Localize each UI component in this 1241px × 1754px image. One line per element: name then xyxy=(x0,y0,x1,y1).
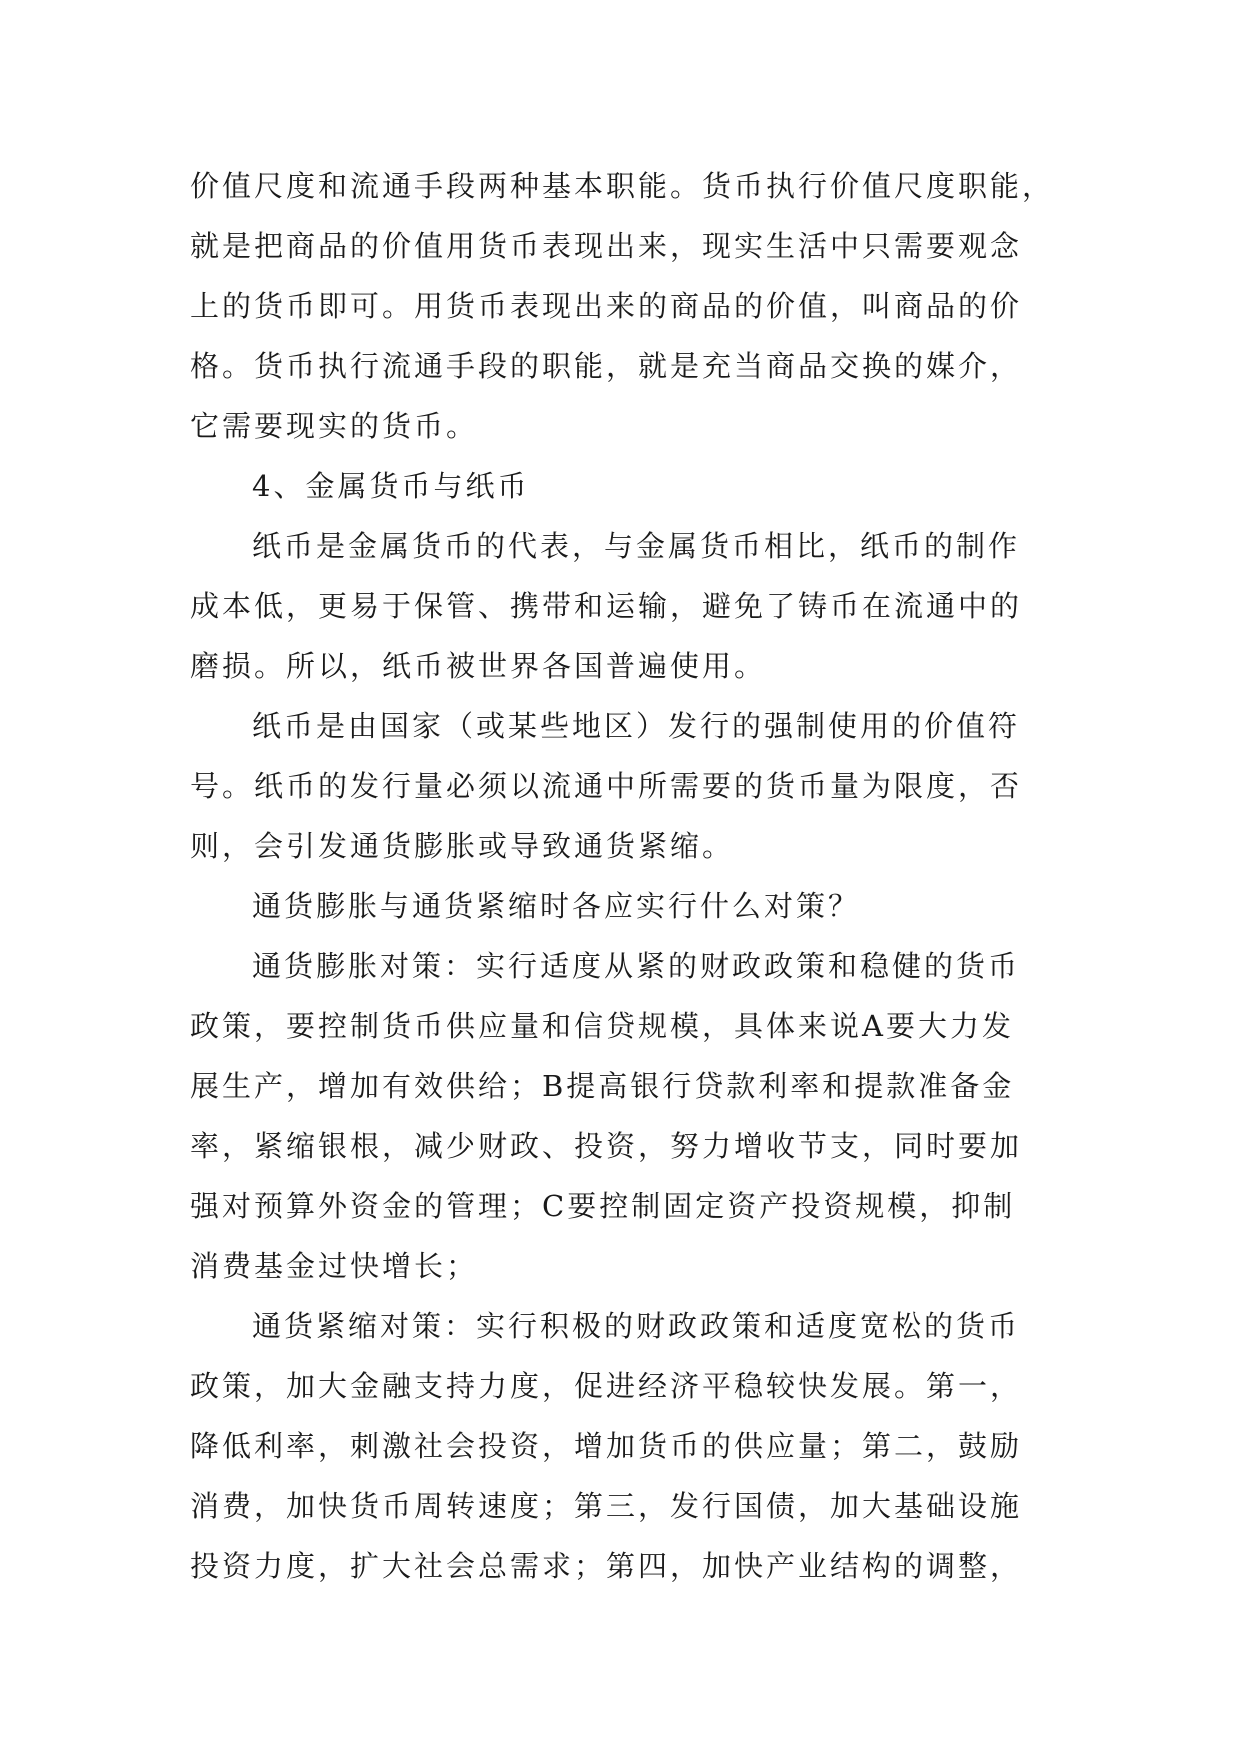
text-line: 上的货币即可。用货币表现出来的商品的价值，叫商品的价 xyxy=(190,289,1023,323)
text-line: 降低利率，刺激社会投资，增加货币的供应量；第二，鼓励 xyxy=(190,1429,1023,1463)
text-line: 格。货币执行流通手段的职能，就是充当商品交换的媒介， xyxy=(190,349,1023,383)
text-line: 强对预算外资金的管理；C要控制固定资产投资规模，抑制 xyxy=(190,1189,1016,1223)
text-line: 号。纸币的发行量必须以流通中所需要的货币量为限度，否 xyxy=(190,769,1023,803)
text-line: 通货紧缩对策：实行积极的财政政策和适度宽松的货币 xyxy=(252,1309,1021,1343)
text-line: 价值尺度和流通手段两种基本职能。货币执行价值尺度职能， xyxy=(190,169,1055,203)
question-line: 通货膨胀与通货紧缩时各应实行什么对策？ xyxy=(252,889,861,923)
text-line: 磨损。所以，纸币被世界各国普遍使用。 xyxy=(190,649,767,683)
text-line: 消费，加快货币周转速度；第三，发行国债，加大基础设施 xyxy=(190,1489,1023,1523)
text-line: 就是把商品的价值用货币表现出来，现实生活中只需要观念 xyxy=(190,229,1023,263)
text-line: 成本低，更易于保管、携带和运输，避免了铸币在流通中的 xyxy=(190,589,1023,623)
text-line: 投资力度，扩大社会总需求；第四，加快产业结构的调整， xyxy=(190,1549,1023,1583)
text-line: 通货膨胀对策：实行适度从紧的财政政策和稳健的货币 xyxy=(252,949,1021,983)
section-heading: 4、金属货币与纸币 xyxy=(252,469,530,503)
text-line: 则，会引发通货膨胀或导致通货紧缩。 xyxy=(190,829,735,863)
text-line: 纸币是由国家（或某些地区）发行的强制使用的价值符 xyxy=(252,709,1021,743)
text-line: 消费基金过快增长； xyxy=(190,1249,479,1283)
text-line: 展生产，增加有效供给；B提高银行贷款利率和提款准备金 xyxy=(190,1069,1015,1103)
text-line: 政策，加大金融支持力度，促进经济平稳较快发展。第一， xyxy=(190,1369,1023,1403)
text-line: 政策，要控制货币供应量和信贷规模，具体来说A要大力发 xyxy=(190,1009,1014,1043)
text-line: 率，紧缩银根，减少财政、投资，努力增收节支，同时要加 xyxy=(190,1129,1023,1163)
text-line: 纸币是金属货币的代表，与金属货币相比，纸币的制作 xyxy=(252,529,1021,563)
text-line: 它需要现实的货币。 xyxy=(190,409,479,443)
